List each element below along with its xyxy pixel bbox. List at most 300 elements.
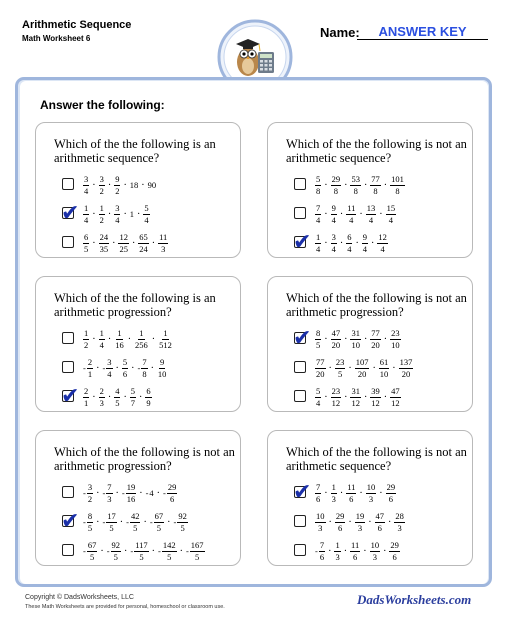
sequence-term bbox=[138, 233, 149, 254]
question-text: Which of the the following is not an arithmetic progression? bbox=[286, 291, 467, 319]
answer-checkbox[interactable] bbox=[62, 486, 74, 498]
fraction bbox=[331, 387, 342, 408]
fraction bbox=[143, 204, 149, 225]
sequence-term bbox=[126, 512, 140, 533]
question-text: Which of the the following is not an arithmetic sequence? bbox=[286, 137, 467, 165]
term-separator: · bbox=[96, 516, 100, 528]
denominator: 2 bbox=[115, 185, 120, 196]
denominator: 8 bbox=[142, 368, 147, 379]
fraction bbox=[366, 483, 377, 504]
denominator: 16 bbox=[115, 339, 124, 350]
answer-checkbox[interactable] bbox=[293, 480, 312, 505]
term-separator: · bbox=[127, 333, 132, 345]
term-separator: · bbox=[92, 333, 96, 345]
sequence bbox=[315, 325, 401, 353]
answer-checkbox[interactable] bbox=[62, 178, 74, 190]
term-separator: · bbox=[348, 362, 352, 374]
sequence-term bbox=[157, 358, 168, 379]
fraction bbox=[386, 483, 397, 504]
fraction bbox=[167, 483, 178, 504]
sequence-term bbox=[99, 233, 110, 254]
numerator: 29 bbox=[167, 481, 177, 492]
fraction bbox=[386, 204, 397, 225]
numerator: 92 bbox=[178, 510, 187, 521]
whole-number: 4 bbox=[149, 488, 154, 498]
denominator: 6 bbox=[319, 551, 325, 562]
numerator: 1 bbox=[99, 327, 104, 338]
sequence-term bbox=[83, 387, 89, 408]
denominator: 4 bbox=[107, 368, 112, 379]
sequence bbox=[83, 229, 168, 257]
sequence-term bbox=[350, 541, 360, 562]
fraction bbox=[114, 387, 120, 408]
denominator: 2 bbox=[99, 214, 104, 225]
term-separator: · bbox=[324, 391, 328, 403]
fraction bbox=[331, 233, 337, 254]
denominator: 12 bbox=[351, 397, 360, 408]
answer-checkbox[interactable] bbox=[61, 509, 80, 534]
sequence-term bbox=[145, 387, 151, 408]
fraction bbox=[114, 329, 125, 350]
denominator: 20 bbox=[316, 368, 325, 379]
answer-checkbox[interactable] bbox=[61, 384, 80, 409]
fraction bbox=[394, 512, 405, 533]
sequence-term bbox=[370, 387, 381, 408]
term-separator: · bbox=[100, 545, 104, 557]
sequence-term bbox=[315, 387, 321, 408]
denominator: 6 bbox=[377, 522, 382, 533]
fraction bbox=[83, 387, 89, 408]
sequence-term bbox=[137, 358, 147, 379]
sequence bbox=[83, 537, 205, 565]
sequence-term bbox=[148, 180, 157, 190]
whole-number: 18 bbox=[129, 180, 139, 190]
numerator: 117 bbox=[135, 539, 148, 550]
fraction bbox=[141, 358, 147, 379]
denominator: 3 bbox=[372, 551, 377, 562]
denominator: 6 bbox=[316, 493, 321, 504]
denominator: 4 bbox=[388, 214, 393, 225]
fraction bbox=[99, 204, 105, 225]
term-separator: · bbox=[344, 179, 348, 191]
whole-number: 90 bbox=[147, 180, 157, 190]
denominator: 4 bbox=[84, 185, 89, 196]
negative-sign: - bbox=[145, 488, 149, 498]
numerator: 6 bbox=[146, 385, 151, 396]
numerator: 101 bbox=[391, 173, 404, 184]
sequence-term bbox=[390, 387, 401, 408]
answer-checkbox[interactable] bbox=[293, 326, 312, 351]
question-text: Which of the the following is not an arithmetic progression? bbox=[54, 445, 235, 473]
term-separator: · bbox=[92, 208, 96, 220]
sequence-term bbox=[350, 387, 361, 408]
term-separator: · bbox=[92, 179, 96, 191]
checkmark-icon: ✔ bbox=[293, 480, 312, 505]
numerator: 10 bbox=[316, 510, 325, 521]
sequence-term bbox=[315, 483, 321, 504]
fraction bbox=[315, 329, 321, 350]
sequence-term bbox=[122, 358, 128, 379]
term-separator: · bbox=[115, 487, 119, 499]
term-separator: · bbox=[324, 333, 328, 345]
term-separator: · bbox=[379, 208, 383, 220]
sequence-term bbox=[83, 329, 89, 350]
numerator: 31 bbox=[351, 385, 360, 396]
sequence-term bbox=[174, 512, 188, 533]
answer-checkbox[interactable] bbox=[293, 230, 312, 255]
term-separator: · bbox=[363, 179, 368, 191]
term-separator: · bbox=[383, 333, 388, 345]
numerator: 9 bbox=[362, 231, 368, 242]
denominator: 35 bbox=[99, 243, 109, 254]
fraction bbox=[335, 512, 346, 533]
sequence-term bbox=[366, 204, 377, 225]
fraction bbox=[130, 387, 136, 408]
denominator: 24 bbox=[139, 243, 148, 254]
numerator: 5 bbox=[130, 385, 136, 396]
fraction bbox=[331, 175, 342, 196]
denominator: 25 bbox=[119, 243, 128, 254]
numerator: 77 bbox=[371, 327, 380, 338]
denominator: 5 bbox=[180, 522, 185, 533]
name-label: Name: bbox=[320, 25, 360, 40]
denominator: 3 bbox=[331, 493, 336, 504]
denominator: 3 bbox=[397, 522, 402, 533]
sequence-term bbox=[315, 329, 321, 350]
negative-sign: - bbox=[121, 488, 125, 498]
fraction bbox=[331, 204, 337, 225]
sequence-term bbox=[150, 512, 164, 533]
sequence-term bbox=[102, 483, 112, 504]
term-separator: · bbox=[119, 516, 124, 528]
fraction bbox=[346, 483, 356, 504]
fraction bbox=[390, 175, 405, 196]
sequence-term bbox=[331, 233, 337, 254]
numerator: 23 bbox=[335, 356, 345, 367]
numerator: 39 bbox=[371, 385, 380, 396]
denominator: 5 bbox=[87, 522, 93, 533]
denominator: 5 bbox=[139, 551, 144, 562]
numerator: 1 bbox=[316, 231, 321, 242]
numerator: 3 bbox=[84, 173, 89, 184]
sequence-term bbox=[390, 329, 401, 350]
numerator: 29 bbox=[335, 510, 345, 521]
term-separator: · bbox=[328, 545, 332, 557]
sequence-term bbox=[370, 541, 381, 562]
sequence-term bbox=[130, 180, 139, 190]
negative-sign: - bbox=[126, 517, 129, 527]
sequence-term bbox=[114, 387, 120, 408]
sequence-term bbox=[331, 387, 342, 408]
denominator: 10 bbox=[391, 339, 400, 350]
denominator: 4 bbox=[84, 214, 89, 225]
term-separator: · bbox=[344, 391, 348, 403]
sequence bbox=[83, 325, 173, 353]
answer-checkbox[interactable] bbox=[294, 544, 306, 556]
sequence-term bbox=[362, 233, 368, 254]
fraction bbox=[315, 358, 326, 379]
denominator: 4 bbox=[349, 214, 354, 225]
fraction bbox=[158, 329, 173, 350]
numerator: 67 bbox=[87, 539, 97, 550]
numerator: 19 bbox=[126, 481, 136, 492]
numerator: 47 bbox=[391, 385, 400, 396]
denominator: 7 bbox=[130, 397, 136, 408]
sequence-term bbox=[134, 329, 149, 350]
term-separator: · bbox=[371, 237, 375, 249]
denominator: 6 bbox=[337, 522, 343, 533]
worksheet-subtitle: Math Worksheet 6 bbox=[22, 34, 91, 43]
fraction bbox=[350, 541, 360, 562]
numerator: 77 bbox=[371, 173, 380, 184]
fraction bbox=[350, 329, 361, 350]
worksheet-title: Arithmetic Sequence bbox=[22, 19, 132, 31]
numerator: 8 bbox=[87, 510, 93, 521]
sequence-term bbox=[399, 358, 414, 379]
denominator: 20 bbox=[401, 368, 411, 379]
denominator: 5 bbox=[316, 339, 321, 350]
sequence bbox=[315, 479, 396, 507]
denominator: 10 bbox=[351, 339, 360, 350]
term-separator: · bbox=[388, 516, 392, 528]
sequence-term bbox=[390, 175, 405, 196]
sequence-term bbox=[130, 209, 134, 219]
denominator: 12 bbox=[391, 397, 400, 408]
numerator: 1 bbox=[331, 481, 336, 492]
fraction bbox=[145, 387, 151, 408]
negative-sign: - bbox=[83, 546, 86, 556]
numerator: 92 bbox=[111, 539, 121, 550]
sequence-term bbox=[158, 329, 173, 350]
sequence-term bbox=[130, 541, 148, 562]
fraction bbox=[355, 358, 370, 379]
denominator: 4 bbox=[316, 397, 321, 408]
numerator: 23 bbox=[331, 385, 341, 396]
sequence-term bbox=[346, 233, 352, 254]
sequence-term bbox=[146, 488, 154, 498]
sequence-term bbox=[83, 541, 97, 562]
denominator: 6 bbox=[169, 493, 175, 504]
sequence-term bbox=[355, 512, 366, 533]
numerator: 2 bbox=[87, 356, 93, 367]
numerator: 19 bbox=[355, 510, 365, 521]
term-separator: · bbox=[139, 391, 143, 403]
denominator: 4 bbox=[99, 339, 104, 350]
denominator: 10 bbox=[379, 368, 389, 379]
sequence-term bbox=[331, 204, 337, 225]
question-text: Which of the the following is an arithmetic progression? bbox=[54, 291, 216, 319]
term-separator: · bbox=[92, 391, 96, 403]
term-separator: · bbox=[151, 545, 155, 557]
denominator: 8 bbox=[373, 185, 378, 196]
numerator: 24 bbox=[99, 231, 109, 242]
term-separator: · bbox=[363, 545, 367, 557]
sequence-term bbox=[186, 541, 205, 562]
denominator: 6 bbox=[388, 493, 393, 504]
term-separator: · bbox=[379, 487, 383, 499]
numerator: 5 bbox=[122, 356, 128, 367]
numerator: 12 bbox=[378, 231, 387, 242]
sequence bbox=[315, 354, 413, 382]
answer-checkbox[interactable] bbox=[62, 236, 74, 248]
term-separator: · bbox=[96, 362, 100, 374]
numerator: 10 bbox=[366, 481, 376, 492]
sequence-term bbox=[315, 541, 325, 562]
sequence-term bbox=[99, 175, 105, 196]
denominator: 4 bbox=[316, 214, 321, 225]
numerator: 13 bbox=[366, 202, 376, 213]
sequence-term bbox=[394, 512, 405, 533]
fraction bbox=[350, 175, 361, 196]
answer-checkbox[interactable] bbox=[294, 361, 306, 373]
answer-checkbox[interactable] bbox=[61, 201, 80, 226]
numerator: 6 bbox=[347, 231, 352, 242]
term-separator: · bbox=[151, 237, 156, 249]
answer-checkbox[interactable] bbox=[294, 178, 306, 190]
name-field-answer-key: ANSWER KEY bbox=[357, 24, 488, 40]
denominator: 4 bbox=[331, 243, 336, 254]
question-card bbox=[267, 276, 473, 412]
numerator: 10 bbox=[370, 539, 380, 550]
term-separator: · bbox=[167, 516, 171, 528]
fraction bbox=[389, 541, 400, 562]
fraction bbox=[319, 541, 325, 562]
sequence-term bbox=[114, 175, 120, 196]
fraction bbox=[315, 512, 326, 533]
numerator: 47 bbox=[375, 510, 385, 521]
negative-sign: - bbox=[158, 546, 161, 556]
answer-checkbox[interactable] bbox=[62, 361, 74, 373]
numerator: 4 bbox=[115, 385, 120, 396]
numerator: 2 bbox=[84, 385, 89, 396]
answer-checkbox[interactable] bbox=[294, 207, 306, 219]
term-separator: · bbox=[368, 516, 372, 528]
term-separator: · bbox=[107, 179, 112, 191]
denominator: 5 bbox=[115, 397, 120, 408]
denominator: 5 bbox=[109, 522, 114, 533]
term-separator: · bbox=[392, 362, 396, 374]
fraction bbox=[99, 175, 105, 196]
negative-sign: - bbox=[106, 546, 110, 556]
sequence-term bbox=[379, 358, 390, 379]
denominator: 4 bbox=[115, 214, 120, 225]
sequence bbox=[315, 200, 396, 228]
term-separator: · bbox=[143, 516, 147, 528]
fraction bbox=[83, 329, 89, 350]
dadsworksheets-logo: DadsWorksheets.com bbox=[357, 592, 472, 607]
fraction bbox=[99, 387, 105, 408]
numerator: 137 bbox=[399, 356, 413, 367]
numerator: 3 bbox=[331, 231, 336, 242]
term-separator: · bbox=[123, 391, 127, 403]
sequence-term bbox=[331, 483, 337, 504]
numerator: 142 bbox=[162, 539, 176, 550]
term-separator: · bbox=[92, 237, 96, 249]
denominator: 20 bbox=[371, 339, 380, 350]
numerator: 5 bbox=[316, 385, 321, 396]
term-separator: · bbox=[359, 487, 363, 499]
numerator: 7 bbox=[316, 202, 321, 213]
term-separator: · bbox=[150, 362, 154, 374]
fraction bbox=[366, 204, 377, 225]
numerator: 11 bbox=[347, 202, 356, 213]
sequence-term bbox=[83, 483, 93, 504]
numerator: 77 bbox=[316, 356, 325, 367]
fraction bbox=[315, 483, 321, 504]
term-separator: · bbox=[355, 237, 359, 249]
checkmark-icon: ✔ bbox=[61, 201, 80, 226]
numerator: 1 bbox=[99, 202, 104, 213]
sequence-term bbox=[315, 358, 326, 379]
denominator: 6 bbox=[353, 551, 358, 562]
answer-checkbox[interactable] bbox=[62, 544, 74, 556]
negative-sign: - bbox=[315, 546, 318, 556]
numerator: 3 bbox=[99, 173, 104, 184]
sequence-term bbox=[334, 541, 340, 562]
numerator: 5 bbox=[144, 202, 149, 213]
denominator: 4 bbox=[144, 214, 149, 225]
fraction bbox=[335, 358, 346, 379]
term-separator: · bbox=[107, 391, 112, 403]
denominator: 16 bbox=[126, 493, 136, 504]
fraction bbox=[399, 358, 414, 379]
numerator: 8 bbox=[316, 327, 321, 338]
fraction bbox=[87, 483, 93, 504]
negative-sign: - bbox=[137, 363, 141, 373]
answer-checkbox[interactable] bbox=[294, 390, 306, 402]
denominator: 10 bbox=[157, 368, 167, 379]
numerator: 7 bbox=[107, 481, 112, 492]
denominator: 12 bbox=[371, 397, 380, 408]
sequence bbox=[83, 383, 152, 411]
term-separator: · bbox=[324, 487, 328, 499]
answer-checkbox[interactable] bbox=[294, 515, 306, 527]
term-separator: · bbox=[112, 237, 116, 249]
sequence-term bbox=[83, 358, 93, 379]
sequence-term bbox=[122, 483, 136, 504]
negative-sign: - bbox=[102, 363, 106, 373]
term-separator: · bbox=[151, 333, 156, 345]
sequence bbox=[315, 171, 405, 199]
fraction bbox=[158, 233, 168, 254]
sequence-term bbox=[158, 233, 168, 254]
sequence-term bbox=[102, 512, 116, 533]
term-separator: · bbox=[324, 208, 328, 220]
denominator: 5 bbox=[156, 522, 162, 533]
numerator: 28 bbox=[395, 510, 404, 521]
footer-copyright: Copyright © DadsWorksheets, LLC bbox=[25, 594, 134, 601]
term-separator: · bbox=[372, 362, 376, 374]
sequence-term bbox=[350, 329, 361, 350]
numerator: 11 bbox=[159, 231, 168, 242]
sequence-term bbox=[315, 233, 321, 254]
sequence-term bbox=[386, 483, 397, 504]
sequence bbox=[83, 171, 156, 199]
fraction bbox=[87, 541, 98, 562]
fraction bbox=[83, 175, 89, 196]
answer-checkbox[interactable] bbox=[62, 332, 74, 344]
fraction bbox=[370, 387, 381, 408]
fraction bbox=[334, 541, 340, 562]
sequence-term bbox=[350, 175, 361, 196]
denominator: 5 bbox=[337, 368, 343, 379]
term-separator: · bbox=[339, 487, 344, 499]
denominator: 512 bbox=[159, 339, 172, 350]
fraction bbox=[99, 233, 110, 254]
fraction bbox=[134, 541, 148, 562]
numerator: 9 bbox=[331, 202, 336, 213]
fraction bbox=[130, 512, 141, 533]
